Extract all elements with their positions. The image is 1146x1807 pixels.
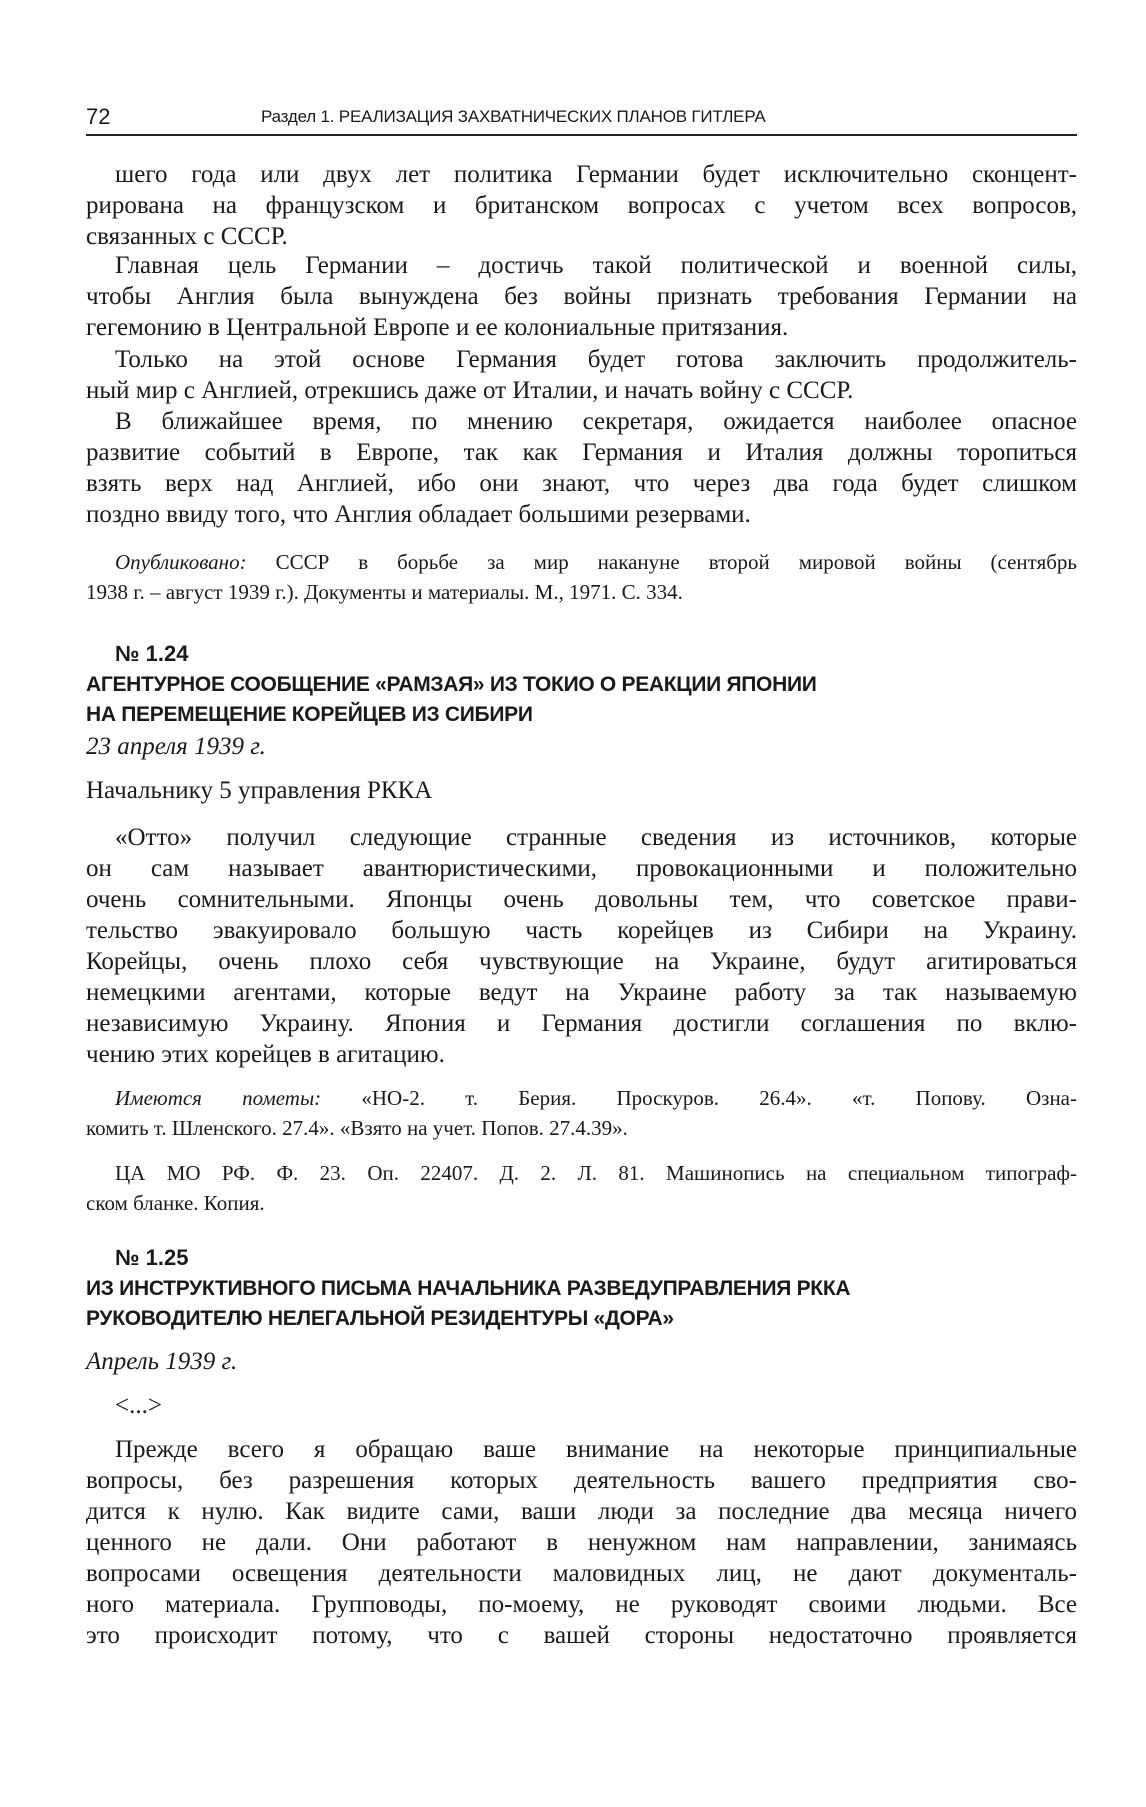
text-line: Начальнику 5 управления РККА — [86, 777, 433, 804]
source-label: Опубликовано: — [115, 550, 247, 574]
running-header — [86, 104, 1077, 130]
text-line: ИЗ ИНСТРУКТИВНОГО ПИСЬМА НАЧАЛЬНИКА РАЗВЕДУПРАВЛЕНИЯ РККА — [86, 1277, 851, 1300]
source-note — [86, 1083, 1077, 1143]
document-heading — [86, 1274, 1077, 1334]
text-line: тельство эвакуировало большую часть корейцев из Сибири на Украину. — [86, 917, 1077, 944]
text-line: ценного не дали. Они работают в ненужном нам направлении, занимаясь — [86, 1529, 1077, 1556]
text-line: В ближайшее время, по мнению секретаря, ожидается наиболее опасное — [115, 408, 1077, 435]
text-line: развитие событий в Европе, так как Германия и Италия должны торопиться — [86, 439, 1077, 466]
text-line: 23 апреля 1939 г. — [86, 733, 266, 760]
header-rule — [86, 134, 1077, 136]
text-line: чению этих корейцев в агитацию. — [86, 1041, 445, 1068]
text-line: очень сомнительными. Японцы очень довольны тем, что советское прави- — [86, 886, 1077, 913]
source-note — [86, 547, 1077, 607]
document-heading — [86, 670, 1077, 730]
page-number: 72 — [86, 104, 111, 129]
text-line: независимую Украину. Япония и Германия достигли соглашения по вклю- — [86, 1010, 1077, 1037]
text-line: НА ПЕРЕМЕЩЕНИЕ КОРЕЙЦЕВ ИЗ СИБИРИ — [86, 703, 533, 726]
text-line: взять верх над Англией, ибо они знают, что через два года будет слишком — [86, 470, 1077, 497]
addressee — [86, 775, 1077, 806]
text-line — [86, 1083, 1077, 1113]
text-line: это происходит потому, что с вашей стороны недостаточно проявляется — [86, 1622, 1077, 1649]
text-line: рирована на французском и британском вопросах с учетом всех вопросов, — [86, 192, 1077, 219]
text-line: он сам называет авантюристическими, провокационными и положительно — [86, 855, 1077, 882]
text-line: вопросы, без разрешения которых деятельность вашего предприятия сво- — [86, 1467, 1077, 1494]
paragraph — [86, 406, 1077, 530]
running-title: Раздел 1. РЕАЛИЗАЦИЯ ЗАХВАТНИЧЕСКИХ ПЛАНОВ ГИТЛЕРА — [261, 107, 766, 126]
source-note — [86, 1158, 1077, 1218]
text-line: <...> — [115, 1392, 162, 1419]
text-line: шего года или двух лет политика Германии будет исключительно сконцент- — [115, 161, 1077, 188]
text-line: поздно ввиду того, что Англия обладает большими резервами. — [86, 501, 751, 528]
text-line: вопросами освещения деятельности маловидных лиц, не дают документаль- — [86, 1560, 1077, 1587]
text-span: «НО-2. т. Берия. Проскуров. 26.4». «т. Попову. Озна- — [321, 1086, 1077, 1110]
text-line: «Отто» получил следующие странные сведения из источников, которые — [115, 824, 1077, 851]
source-label: Имеются пометы: — [115, 1086, 322, 1110]
text-line: Только на этой основе Германия будет готова заключить продолжитель- — [115, 346, 1077, 373]
paragraph — [86, 250, 1077, 343]
text-line: комить т. Шленского. 27.4». «Взято на учет. Попов. 27.4.39». — [86, 1116, 628, 1140]
text-line: связанных с СССР. — [86, 223, 288, 250]
document-date — [86, 731, 1077, 762]
text-line: АГЕНТУРНОЕ СООБЩЕНИЕ «РАМЗАЯ» ИЗ ТОКИО О РЕАКЦИИ ЯПОНИИ — [86, 673, 817, 696]
paragraph — [86, 1434, 1077, 1651]
document-number — [86, 638, 1106, 669]
text-line: Апрель 1939 г. — [86, 1348, 238, 1375]
paragraph — [86, 159, 1077, 252]
text-line: ском бланке. Копия. — [86, 1191, 265, 1215]
text-line: Корейцы, очень плохо себя чувствующие на Украине, будут агитироваться — [86, 948, 1077, 975]
paragraph — [86, 822, 1077, 1070]
omission-mark — [86, 1390, 1106, 1421]
text-line: ного материала. Групповоды, по-моему, не руководят своими людьми. Все — [86, 1591, 1077, 1618]
document-date — [86, 1346, 1077, 1377]
text-span: СССР в борьбе за мир накануне второй мировой войны (сентябрь — [246, 550, 1077, 574]
text-line: Главная цель Германии – достичь такой политической и военной силы, — [115, 252, 1077, 279]
text-line: дится к нулю. Как видите сами, ваши люди за последние два месяца ничего — [86, 1498, 1077, 1525]
text-line: № 1.25 — [115, 1245, 189, 1270]
text-line: ЦА МО РФ. Ф. 23. Оп. 22407. Д. 2. Л. 81. Машинопись на специальном типограф- — [115, 1161, 1077, 1185]
text-line: 1938 г. – август 1939 г.). Документы и материалы. М., 1971. С. 334. — [86, 580, 683, 604]
document-number — [86, 1242, 1106, 1273]
text-line: РУКОВОДИТЕЛЮ НЕЛЕГАЛЬНОЙ РЕЗИДЕНТУРЫ «ДОРА» — [86, 1307, 674, 1330]
text-line: Прежде всего я обращаю ваше внимание на некоторые принципиальные — [115, 1436, 1077, 1463]
text-line: ный мир с Англией, отрекшись даже от Италии, и начать войну с СССР. — [86, 377, 854, 404]
text-line: немецкими агентами, которые ведут на Украине работу за так называемую — [86, 979, 1077, 1006]
text-line: № 1.24 — [115, 641, 189, 666]
text-line: чтобы Англия была вынуждена без войны признать требования Германии на — [86, 283, 1077, 310]
text-line: гегемонию в Центральной Европе и ее колониальные притязания. — [86, 314, 789, 341]
paragraph — [86, 344, 1077, 406]
text-line — [86, 547, 1077, 577]
